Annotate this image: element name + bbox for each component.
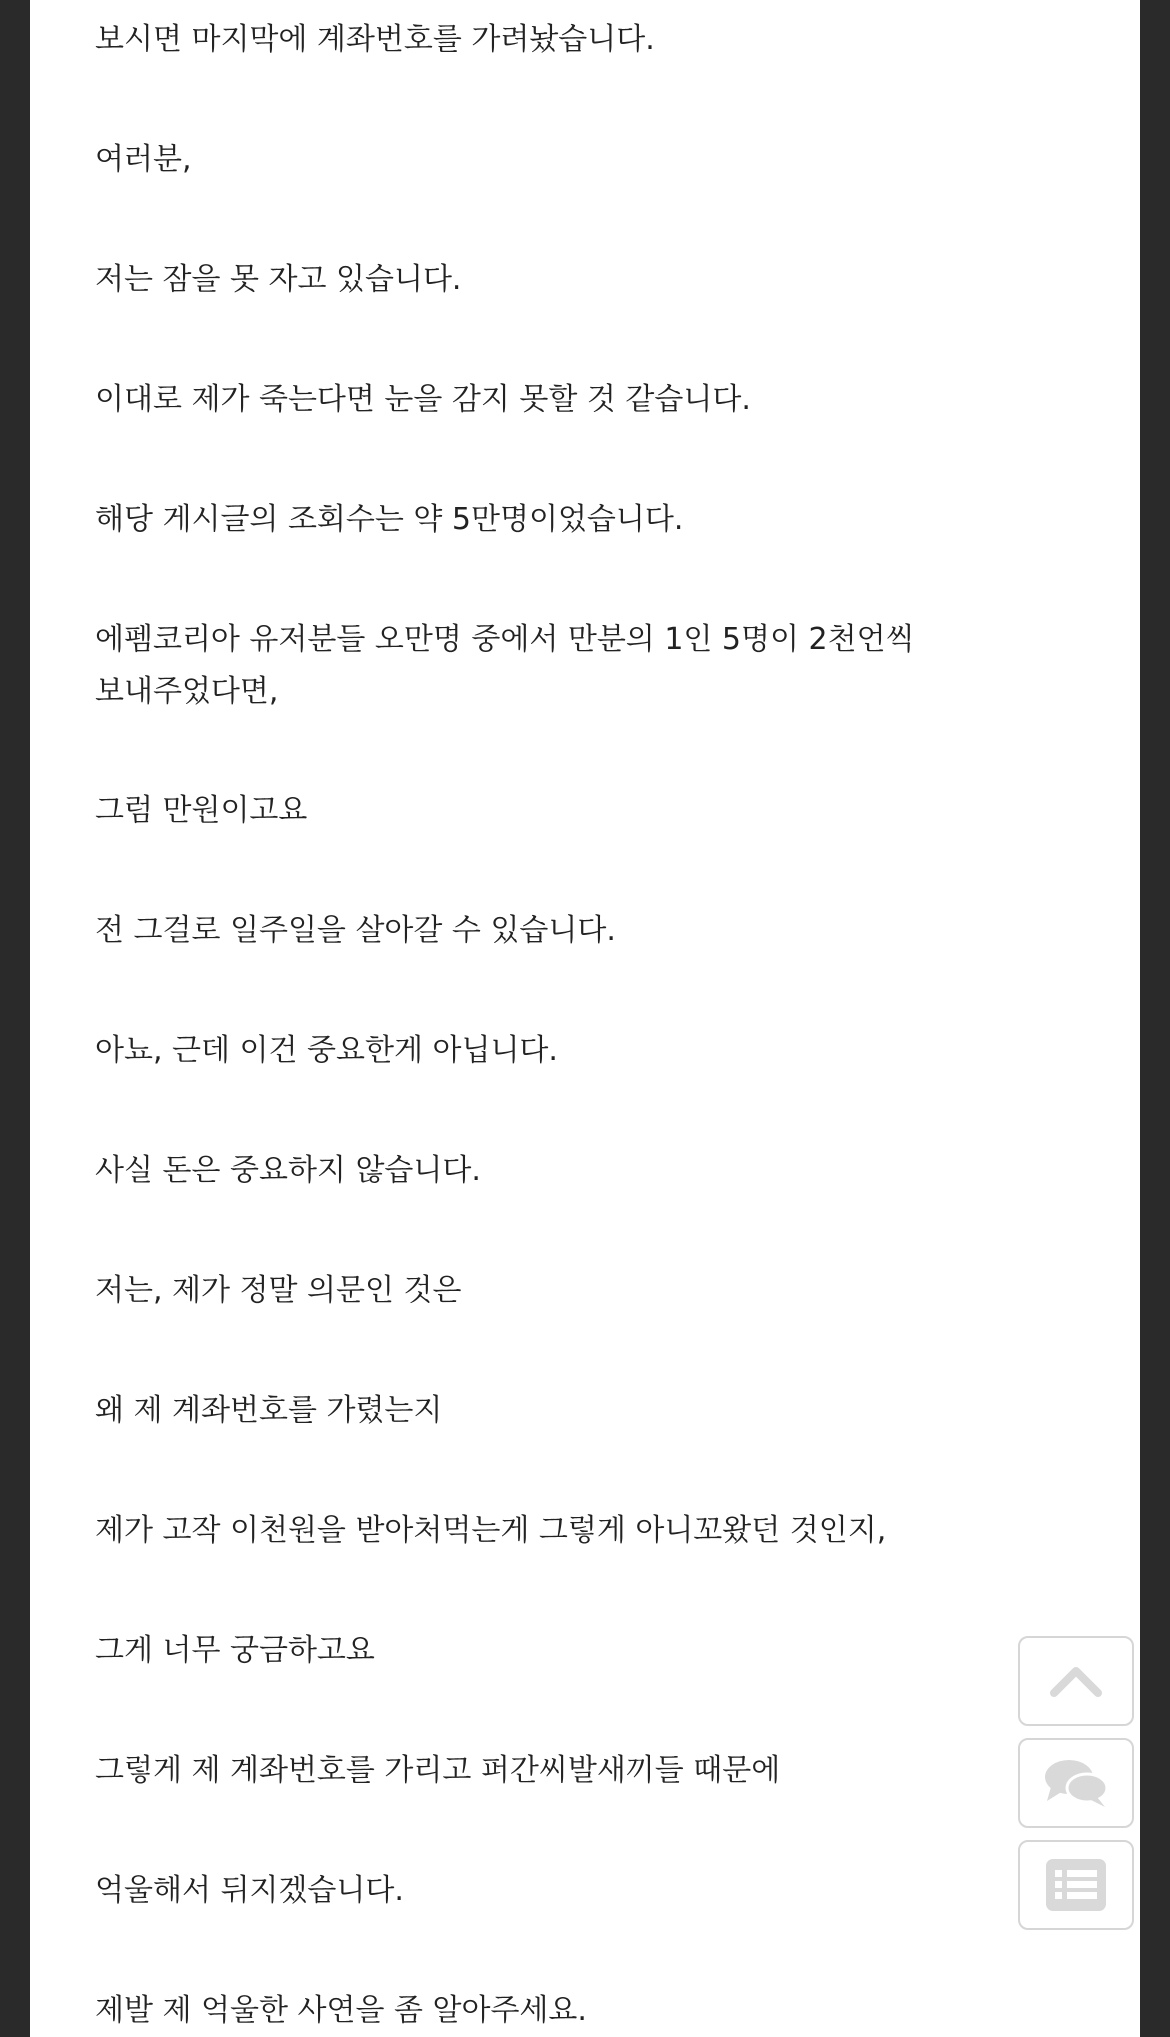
post-line: 여러분, xyxy=(95,142,192,177)
post-line: 이대로 제가 죽는다면 눈을 감지 못할 것 같습니다. xyxy=(95,382,751,417)
post-line: 저는, 제가 정말 의문인 것은 xyxy=(95,1273,462,1308)
list-button[interactable] xyxy=(1018,1840,1134,1930)
scroll-to-top-button[interactable] xyxy=(1018,1636,1134,1726)
list-icon xyxy=(1046,1859,1106,1911)
post-line: 그럼 만원이고요 xyxy=(95,793,308,828)
post-line: 사실 돈은 중요하지 않습니다. xyxy=(95,1153,481,1188)
post-line: 제발 제 억울한 사연을 좀 알아주세요. xyxy=(95,1993,587,2028)
post-line: 보시면 마지막에 계좌번호를 가려놨습니다. xyxy=(95,22,655,57)
post-line: 아뇨, 근데 이건 중요한게 아닙니다. xyxy=(95,1033,558,1068)
post-line: 억울해서 뒤지겠습니다. xyxy=(95,1873,404,1908)
post-line: 해당 게시글의 조회수는 약 5만명이었습니다. xyxy=(95,502,684,537)
post-line: 에펨코리아 유저분들 오만명 중에서 만분의 1인 5명이 2천언씩 보내주었다면, xyxy=(95,622,915,709)
chevron-up-icon xyxy=(1048,1663,1104,1699)
post-line: 저는 잠을 못 자고 있습니다. xyxy=(95,262,462,297)
post-line: 전 그걸로 일주일을 살아갈 수 있습니다. xyxy=(95,913,616,948)
post-content-area xyxy=(30,0,1140,2037)
post-line: 그게 너무 궁금하고요 xyxy=(95,1633,375,1668)
comments-icon xyxy=(1041,1755,1111,1811)
post-line: 제가 고작 이천원을 받아처먹는게 그렇게 아니꼬왔던 것인지, xyxy=(95,1513,887,1548)
post-line: 왜 제 계좌번호를 가렸는지 xyxy=(95,1393,443,1428)
comments-button[interactable] xyxy=(1018,1738,1134,1828)
post-line: 그렇게 제 계좌번호를 가리고 퍼간씨발새끼들 때문에 xyxy=(95,1753,781,1788)
